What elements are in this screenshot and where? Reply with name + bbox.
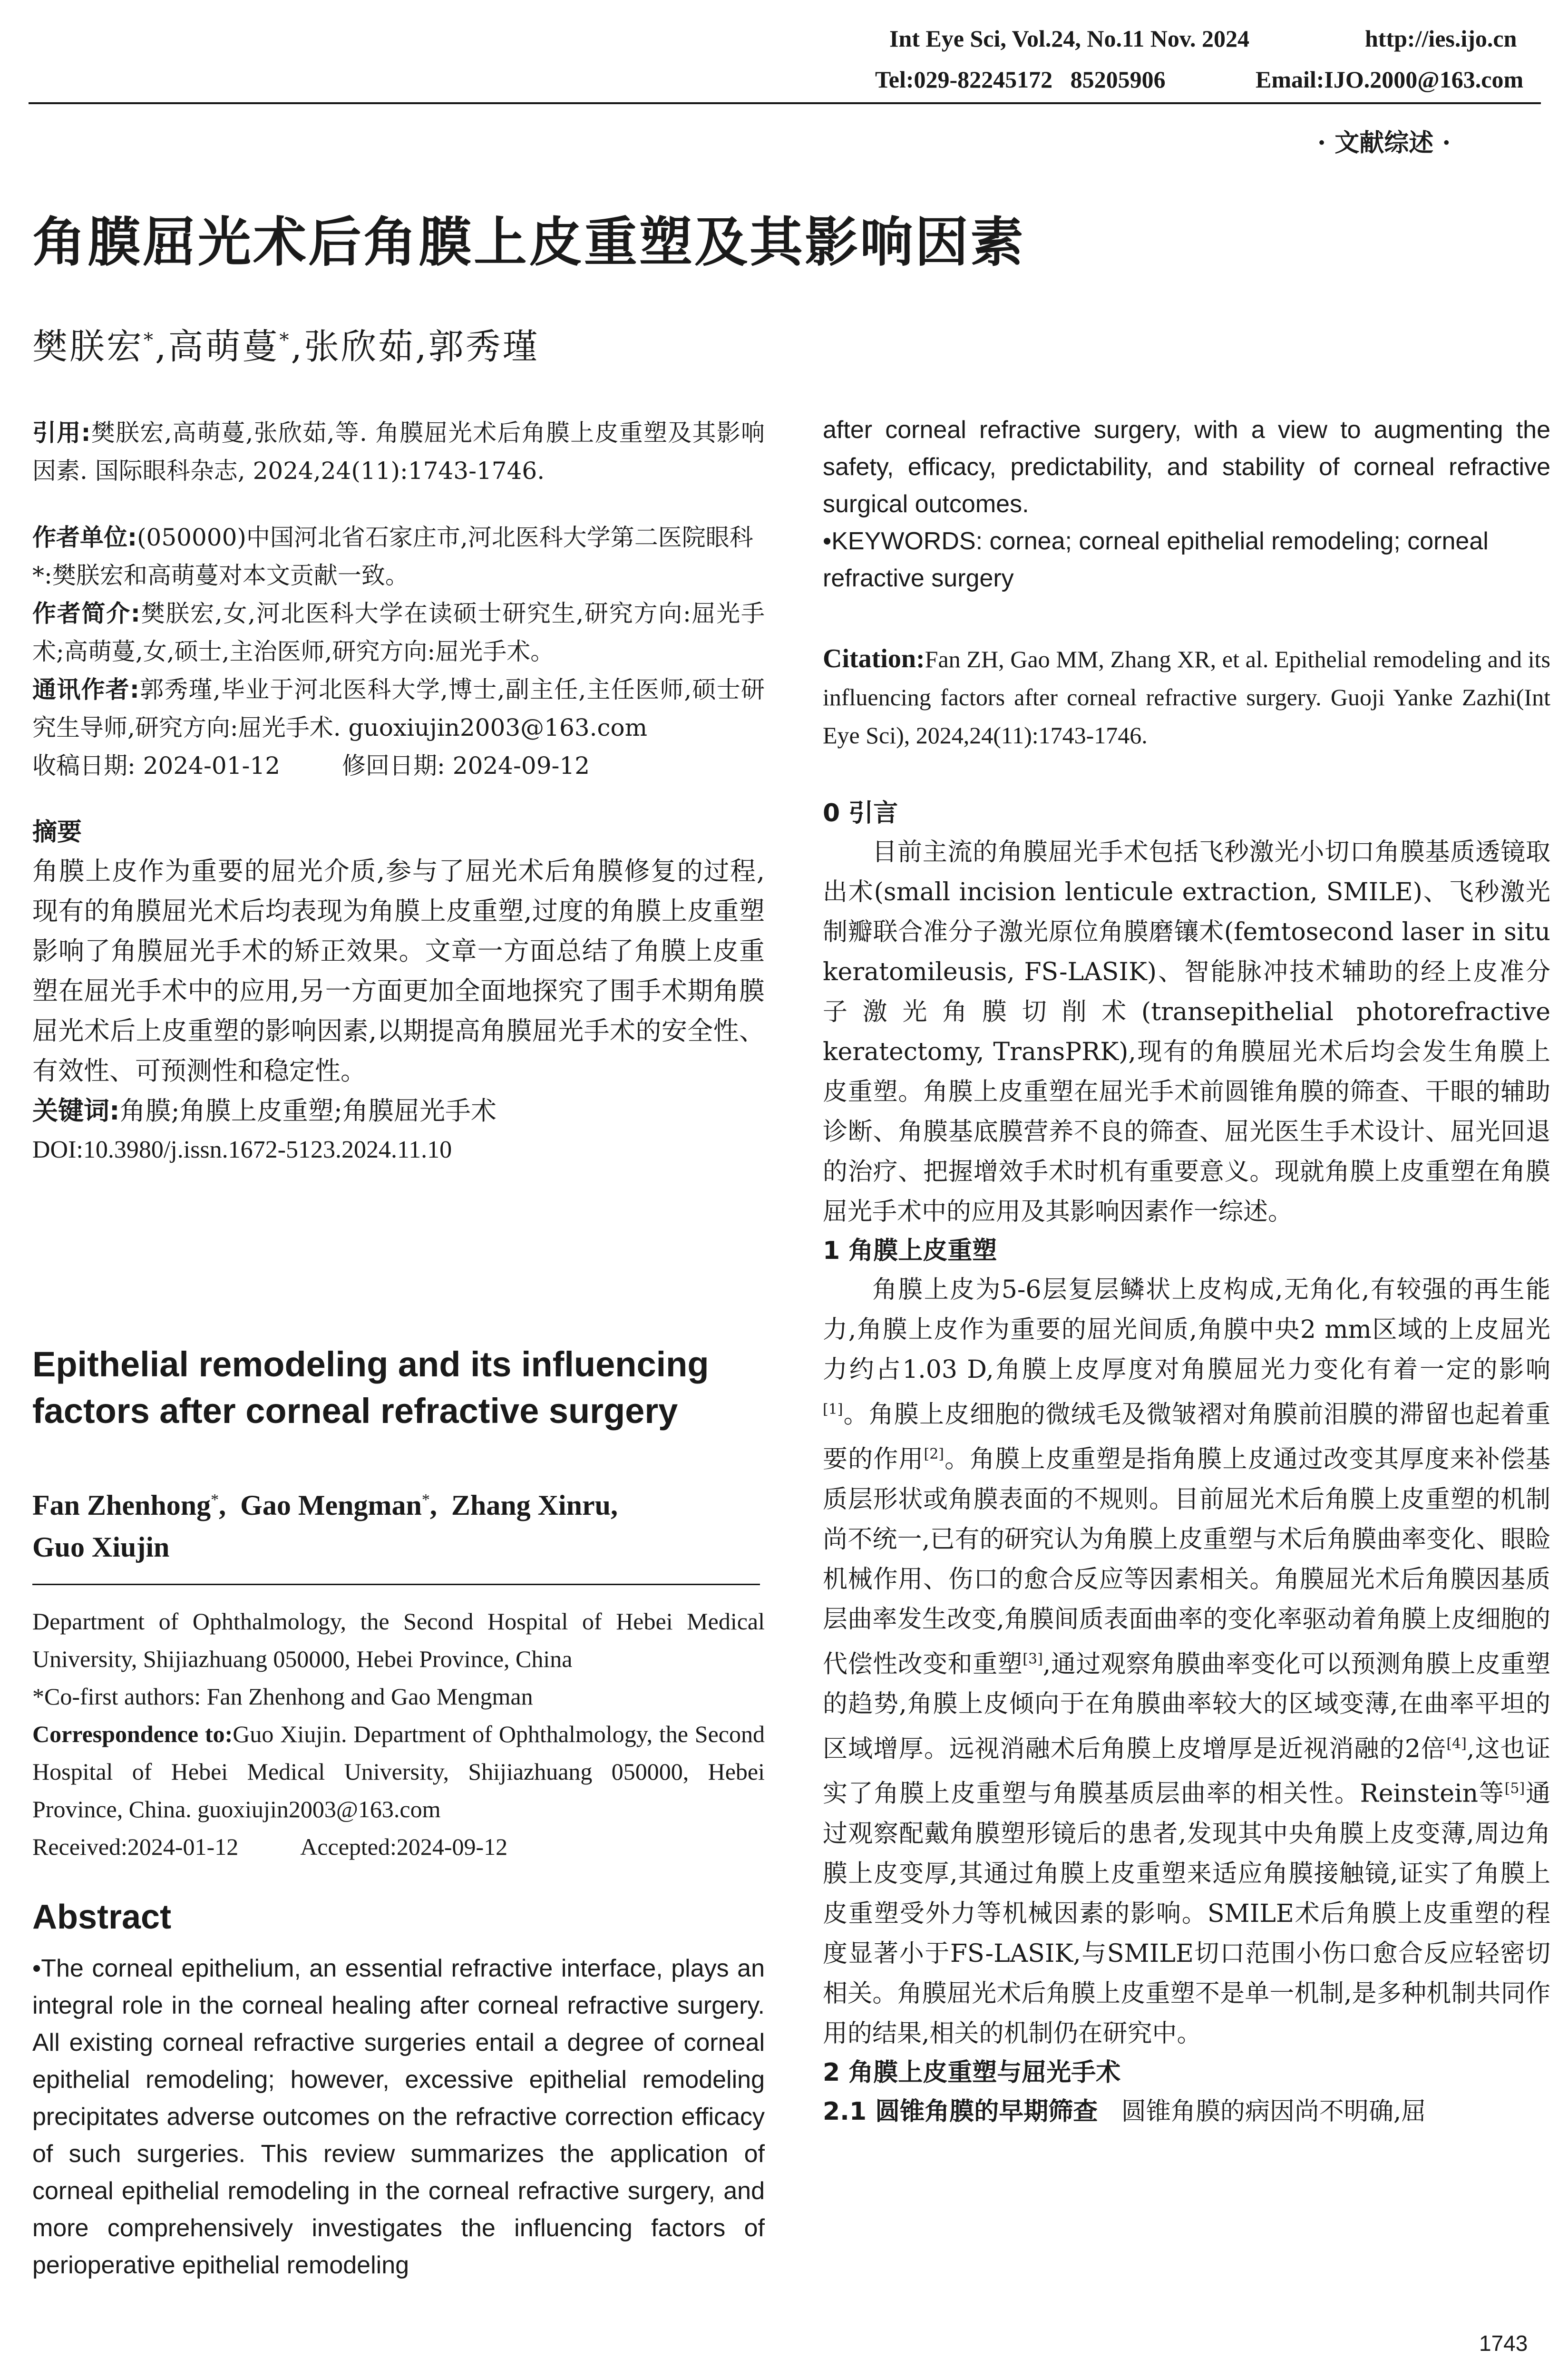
affiliation-text: (050000)中国河北省石家庄市,河北医科大学第二医院眼科 xyxy=(137,524,753,551)
citation-en-label: Citation: xyxy=(823,644,925,673)
paragraph-0-text: 目前主流的角膜屈光手术包括飞秒激光小切口角膜基质透镜取出术(small incision lenticule extraction, SMILE)、飞秒激光制瓣联合准分子激光原位角膜磨镶术(femtosecond laser in situ keratomileusis, FS-LASIK)、智能脉冲技术辅助的经上皮准分子激光角膜切削术(transepithelial photorefractive keratectomy, TransPRK),现有的角膜屈光术后均会发生角膜上皮重塑。角膜上皮重塑在屈光手术前圆锥角膜的筛查、干眼的辅助诊断、角膜基底膜营养不良的筛查、屈光医生手术设计、屈光回退的治疗、把握增效手术时机有重要意义。现就角膜上皮重塑在角膜屈光手术中的应用及其影响因素作一综述。 xyxy=(823,838,1550,1226)
author-list-cn: 樊朕宏*,高萌蔓*,张欣茹,郭秀瑾 xyxy=(32,326,540,367)
correspondence-text: 郭秀瑾,毕业于河北医科大学,博士,副主任,主任医师,硕士研究生导师,研究方向:屈光手术. guoxiujin2003@163.com xyxy=(32,676,765,741)
keywords-cn xyxy=(32,1091,765,1131)
text-run: 。角膜上皮细胞的微绒毛及微皱褶对角膜前泪膜的滞留也起着重要的作用 xyxy=(823,1400,1550,1474)
abstract-en-text: The corneal epithelium, an essential refractive interface, plays an integral role in the corneal healing after corneal refractive surgery. All existing corneal refractive surgeries entail a degree of corneal epithelial remodeling; however, excessive epithelial remodeling precipitates adverse outcomes on the refractive correction efficacy of such surgeries. This review summarizes the application of corneal epithelial remodeling in the corneal refractive surgery, and more comprehensively investigates the influencing factors of perioperative epithelial remodeling xyxy=(32,1955,765,2279)
en-correspondence xyxy=(32,1715,765,1828)
en-correspondence-text: Guo Xiujin. Department of Ophthalmology, the Second Hospital of Hebei Medical University, Shijiazhuang 050000, Hebei Province, China. guoxiujin2003@163.com xyxy=(32,1721,765,1822)
subsection-heading-2-1: 2.1 圆锥角膜的早期筛查 xyxy=(823,2097,1098,2126)
bio-text: 樊朕宏,女,河北医科大学在读硕士研究生,研究方向:屈光手术;高萌蔓,女,硕士,主治医师,研究方向:屈光手术。 xyxy=(32,600,765,665)
cofirst-note: *:樊朕宏和高萌蔓对本文贡献一致。 xyxy=(32,562,409,589)
author-mark: * xyxy=(421,1491,430,1509)
author-list-en: Fan Zhenhong*, Gao Mengman*, Zhang Xinru, Guo Xiujin xyxy=(32,1490,618,1563)
english-title: Epithelial remodeling and its influencing factors after corneal refractive surgery xyxy=(32,1344,709,1431)
abstract-cn: 角膜上皮作为重要的屈光介质,参与了屈光术后角膜修复的过程,现有的角膜屈光术后均表现为角膜上皮重塑,过度的角膜上皮重塑影响了角膜屈光手术的矫正效果。文章一方面总结了角膜上皮重塑在屈光手术中的应用,另一方面更加全面地探究了围手术期角膜屈光术后上皮重塑的影响因素,以期提高角膜屈光手术的安全性、有效性、可预测性和稳定性。 xyxy=(32,856,765,1086)
abstract-en-cont-text: after corneal refractive surgery, with a view to augmenting the safety, efficacy, predictability, and stability of corneal refractive surgical outcomes. xyxy=(823,416,1550,518)
paragraph-0 xyxy=(823,832,1550,1232)
citation-text: 樊朕宏,高萌蔓,张欣茹,等. 角膜屈光术后角膜上皮重塑及其影响因素. 国际眼科杂志, 2024,24(11):1743-1746. xyxy=(32,419,765,485)
en-dates xyxy=(32,1828,765,1866)
abstract-heading-en: Abstract xyxy=(32,1898,172,1936)
en-correspondence-label: Correspondence to: xyxy=(32,1721,233,1747)
bullet-icon xyxy=(823,527,831,555)
keywords-en xyxy=(823,523,1550,597)
author-mark: * xyxy=(144,329,155,351)
reference-5: [5] xyxy=(1504,1780,1525,1797)
section-label: · 文献综述 · xyxy=(1317,128,1451,157)
bio-label: 作者简介: xyxy=(32,600,140,627)
text-run: 角膜上皮为5-6层复层鳞状上皮构成,无角化,有较强的再生能力,角膜上皮作为重要的屈光间质,角膜中央2 mm区域的上皮屈光力约占1.03 D,角膜上皮厚度对角膜屈光力变化有着一定的影响 xyxy=(823,1276,1550,1384)
left-column-cn xyxy=(32,414,765,1169)
author-name: 樊朕宏 xyxy=(32,326,144,367)
journal-url: http://ies.ijo.cn xyxy=(1365,25,1517,52)
citation-en-text: Fan ZH, Gao MM, Zhang XR, et al. Epithelial remodeling and its influencing factors after corneal refractive surgery. Guoji Yanke Zazhi(Int Eye Sci), 2024,24(11):1743-1746. xyxy=(823,646,1550,749)
reference-4: [4] xyxy=(1446,1735,1467,1752)
text-run: 通过观察配戴角膜塑形镜后的患者,发现其中央角膜上皮变薄,周边角膜上皮变厚,其通过角膜上皮重塑来适应角膜接触镜,证实了角膜上皮重塑受外力等机械因素的影响。SMILE术后角膜上皮重塑的程度显著小于FS-LASIK,与SMILE切口范围小伤口愈合反应轻密切相关。角膜屈光术后角膜上皮重塑不是单一机制,是多种机制共同作用的结果,相关的机制仍在研究中。 xyxy=(823,1779,1550,2048)
citation-en xyxy=(823,640,1550,754)
author-name-en: Guo Xiujin xyxy=(32,1531,170,1563)
bio-block xyxy=(32,594,765,671)
en-accepted: Accepted:2024-09-12 xyxy=(300,1833,508,1860)
author-name-en: Zhang Xinru xyxy=(451,1490,611,1521)
journal-info: Int Eye Sci, Vol.24, No.11 Nov. 2024 xyxy=(889,25,1250,52)
paragraph-1 xyxy=(823,1270,1550,2054)
correspondence-label: 通讯作者: xyxy=(32,676,139,703)
keywords-en-label: KEYWORDS: xyxy=(831,527,983,555)
text-run: ,这也证实了角膜上皮重塑与角膜基质层曲率的相关性。Reinstein等 xyxy=(823,1734,1551,1808)
author-name: 张欣茹 xyxy=(304,326,416,367)
abstract-en-continued xyxy=(823,411,1550,597)
reference-1: [1] xyxy=(823,1401,843,1418)
text-run: ,通过观察角膜曲率变化可以预测角膜上皮重塑的趋势,角膜上皮倾向于在角膜曲率较大的区域变薄,在曲率平坦的区域增厚。远视消融术后角膜上皮增厚是近视消融的2倍 xyxy=(823,1649,1550,1763)
author-rule xyxy=(32,1584,760,1585)
en-cofirst: *Co-first authors: Fan Zhenhong and Gao Mengman xyxy=(32,1683,533,1710)
journal-tel: Tel:029-82245172 85205906 xyxy=(875,66,1166,93)
revised-date: 修回日期: 2024-09-12 xyxy=(342,752,590,779)
page-number: 1743 xyxy=(1479,2331,1528,2356)
section-heading-0: 0 引言 xyxy=(823,799,898,828)
body-text xyxy=(823,794,1550,2132)
paragraph-2-1 xyxy=(823,2092,1550,2132)
author-mark: * xyxy=(279,329,291,351)
section-heading-1: 1 角膜上皮重塑 xyxy=(823,1237,997,1265)
abstract-en xyxy=(32,1950,765,2284)
doi: DOI:10.3980/j.issn.1672-5123.2024.11.10 xyxy=(32,1136,452,1163)
author-name: 高萌蔓 xyxy=(168,326,280,367)
reference-3: [3] xyxy=(1023,1650,1043,1667)
affiliation-block xyxy=(32,518,765,556)
affiliation-label: 作者单位: xyxy=(32,524,137,551)
author-name: 郭秀瑾 xyxy=(428,326,540,367)
author-name-en: Gao Mengman xyxy=(240,1490,422,1521)
author-mark: * xyxy=(211,1491,219,1509)
abstract-heading-cn: 摘要 xyxy=(32,818,82,847)
received-date: 收稿日期: 2024-01-12 xyxy=(32,752,281,779)
header-rule xyxy=(29,102,1541,104)
abstract-en-block xyxy=(32,1950,765,2284)
keywords-text: 角膜;角膜上皮重塑;角膜屈光手术 xyxy=(119,1096,497,1126)
correspondence-block xyxy=(32,671,765,747)
paragraph-1-text xyxy=(823,1270,1550,2054)
en-department: Department of Ophthalmology, the Second Hospital of Hebei Medical University, Shijiazhuang 050000, Hebei Province, China xyxy=(32,1608,765,1672)
reference-2: [2] xyxy=(924,1446,944,1463)
author-name-en: Fan Zhenhong xyxy=(32,1490,211,1521)
citation-block xyxy=(32,414,765,490)
text-run: 。角膜上皮重塑是指角膜上皮通过改变其厚度来补偿基质层形状或角膜表面的不规则。目前屈光术后角膜上皮重塑的机制尚不统一,已有的研究认为角膜上皮重塑与术后角膜曲率变化、眼睑机械作用、伤口的愈合反应等因素相关。角膜屈光术后角膜因基质层曲率发生改变,角膜间质表面曲率的变化率驱动着角膜上皮细胞的代偿性改变和重塑 xyxy=(823,1445,1550,1678)
keywords-en-text: cornea; corneal epithelial remodeling; corneal refractive surgery xyxy=(823,527,1489,592)
english-affiliation-block xyxy=(32,1603,765,1866)
keywords-label: 关键词: xyxy=(32,1096,120,1126)
en-received: Received:2024-01-12 xyxy=(32,1833,239,1860)
journal-email: Email:IJO.2000@163.com xyxy=(1256,66,1524,93)
dates-cn xyxy=(32,747,765,785)
article-title: 角膜屈光术后角膜上皮重塑及其影响因素 xyxy=(32,212,1025,273)
section-heading-2: 2 角膜上皮重塑与屈光手术 xyxy=(823,2058,1121,2087)
citation-label: 引用: xyxy=(32,419,91,447)
bullet-icon xyxy=(32,1955,41,1982)
paragraph-2-1-text: 圆锥角膜的病因尚不明确,屈 xyxy=(1121,2097,1426,2126)
citation-en-block xyxy=(823,640,1550,754)
